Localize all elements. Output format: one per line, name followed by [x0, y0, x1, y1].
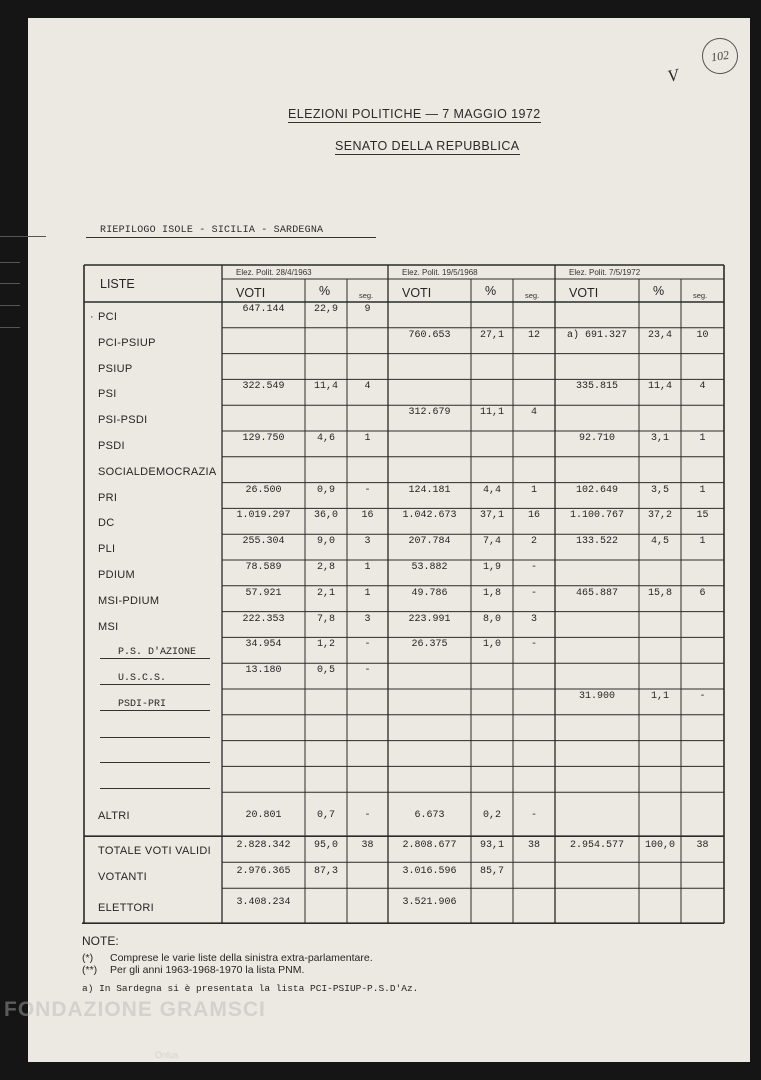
page-subtitle: SENATO DELLA REPUBBLICA — [335, 139, 520, 153]
table-cell: - — [530, 587, 537, 599]
table-cell: 49.786 — [411, 587, 448, 599]
table-cell: 1,8 — [482, 587, 501, 599]
table-cell: 38 — [361, 840, 374, 852]
table-cell: 207.784 — [408, 536, 451, 548]
table-cell: 312.679 — [408, 407, 451, 419]
table-cell: 38 — [696, 840, 709, 852]
table-cell: 2,1 — [316, 587, 335, 599]
table-cell: 2.808.677 — [402, 840, 457, 852]
election-header: Elez. Polit. 28/4/1963 — [236, 268, 312, 277]
table-cell: 10 — [696, 329, 709, 341]
table-cell: 15 — [696, 510, 709, 522]
table-cell: 1 — [699, 432, 706, 444]
table-cell: - — [530, 810, 537, 822]
seats-column-header: seg. — [359, 291, 374, 300]
table-cell: 2.828.342 — [236, 840, 291, 852]
note-mark: (*) — [82, 952, 94, 964]
table-cell: 7,8 — [316, 613, 335, 625]
list-name: P.S. D'AZIONE — [100, 647, 210, 659]
table-cell: 2,8 — [316, 561, 335, 573]
table-cell: 53.882 — [411, 561, 448, 573]
list-name: PSDI-PRI — [100, 699, 210, 711]
table-cell: 100,0 — [644, 840, 675, 852]
table-cell: - — [364, 639, 371, 651]
percent-column-header: % — [319, 284, 331, 298]
handwritten-mark: V — [666, 65, 681, 86]
seats-column-header: seg. — [693, 291, 708, 300]
table-cell: 1.042.673 — [402, 510, 457, 522]
watermark-logo: FONDAZIONE GRAMSCI — [4, 998, 266, 1021]
table-cell: 85,7 — [479, 866, 504, 878]
percent-column-header: % — [653, 284, 665, 298]
blank-line — [100, 788, 210, 789]
list-name: ALTRI — [98, 810, 130, 823]
notes-title: NOTE: — [82, 934, 119, 948]
table-cell: 16 — [361, 510, 374, 522]
table-cell: 87,3 — [313, 866, 338, 878]
table-cell: 11,4 — [313, 381, 338, 393]
list-name: PSIUP — [98, 362, 133, 375]
table-cell: 3.521.906 — [402, 896, 457, 908]
blank-line — [100, 762, 210, 763]
table-cell: 1 — [364, 432, 371, 444]
table-cell: 6 — [699, 587, 706, 599]
table-cell: 1 — [699, 484, 706, 496]
table-cell: 93,1 — [479, 840, 504, 852]
table-cell: 4 — [699, 381, 706, 393]
table-cell: 647.144 — [242, 303, 285, 315]
table-cell: 13.180 — [245, 665, 282, 677]
table-cell: 26.375 — [411, 639, 448, 651]
list-name: TOTALE VOTI VALIDI — [98, 845, 211, 858]
table-cell: 3 — [364, 536, 371, 548]
table-cell: 27,1 — [479, 329, 504, 341]
table-cell: 223.991 — [408, 613, 451, 625]
table-cell: 15,8 — [647, 587, 672, 599]
table-cell: 465.887 — [575, 587, 618, 599]
table-cell: 2.954.577 — [569, 840, 624, 852]
table-cell: 38 — [527, 840, 540, 852]
table-cell: 4,6 — [316, 432, 335, 444]
table-cell: 9 — [364, 303, 371, 315]
list-name: MSI — [98, 620, 119, 633]
table-cell: 6.673 — [414, 810, 445, 822]
votes-column-header: VOTI — [569, 286, 599, 300]
list-name: ELETTORI — [98, 901, 154, 914]
table-cell: 0,9 — [316, 484, 335, 496]
table-cell: 3.408.234 — [236, 896, 291, 908]
table-cell: 9,0 — [316, 536, 335, 548]
note-mark: (**) — [82, 964, 98, 976]
table-cell: 37,1 — [479, 510, 504, 522]
row-bullet: · — [90, 310, 94, 323]
table-cell: - — [364, 810, 371, 822]
table-cell: 1 — [364, 587, 371, 599]
table-cell: 36,0 — [313, 510, 338, 522]
table-cell: 4 — [530, 407, 537, 419]
table-cell: 1,9 — [482, 561, 501, 573]
region-label: RIEPILOGO ISOLE - SICILIA - SARDEGNA — [100, 225, 324, 236]
table-cell: 3,5 — [650, 484, 669, 496]
list-name: MSI-PDIUM — [98, 594, 160, 607]
table-cell: 2 — [530, 536, 537, 548]
table-cell: 1.100.767 — [569, 510, 624, 522]
table-cell: 78.589 — [245, 561, 282, 573]
table-cell: 16 — [527, 510, 540, 522]
page-number-stamp: 102 — [700, 36, 741, 77]
list-name: PSDI — [98, 439, 125, 452]
list-name: PSI-PSDI — [98, 414, 148, 427]
table-cell: 23,4 — [647, 329, 672, 341]
table-cell: 4,4 — [482, 484, 501, 496]
table-cell: - — [530, 561, 537, 573]
table-cell: 2.976.365 — [236, 866, 291, 878]
table-cell: 11,4 — [647, 381, 672, 393]
list-name: PCI-PSIUP — [98, 336, 156, 349]
election-header: Elez. Polit. 7/5/1972 — [569, 268, 641, 277]
table-cell: 129.750 — [242, 432, 285, 444]
list-name: DC — [98, 517, 115, 530]
blank-line — [100, 737, 210, 738]
table-cell: 34.954 — [245, 639, 282, 651]
list-name: PDIUM — [98, 568, 135, 581]
table-cell: 12 — [527, 329, 540, 341]
list-name: PRI — [98, 491, 118, 504]
list-name: VOTANTI — [98, 871, 147, 884]
table-cell: 3 — [530, 613, 537, 625]
table-cell: 1 — [364, 561, 371, 573]
table-cell: 1 — [530, 484, 537, 496]
table-cell: 760.653 — [408, 329, 451, 341]
election-header: Elez. Polit. 19/5/1968 — [402, 268, 478, 277]
seats-column-header: seg. — [525, 291, 540, 300]
table-cell: 3,1 — [650, 432, 669, 444]
list-name: SOCIALDEMOCRAZIA — [98, 465, 217, 478]
list-name: PCI — [98, 310, 118, 323]
page-title: ELEZIONI POLITICHE — 7 MAGGIO 1972 — [288, 107, 541, 121]
table-cell: 4,5 — [650, 536, 669, 548]
note-text: Per gli anni 1963-1968-1970 la lista PNM. — [110, 964, 305, 976]
table-cell: 22,9 — [313, 303, 338, 315]
table-cell: 124.181 — [408, 484, 451, 496]
table-cell: 7,4 — [482, 536, 501, 548]
table-cell: 322.549 — [242, 381, 285, 393]
votes-column-header: VOTI — [236, 286, 266, 300]
table-cell: 1,1 — [650, 690, 669, 702]
table-cell: 4 — [364, 381, 371, 393]
list-name: U.S.C.S. — [100, 673, 210, 685]
table-cell: 95,0 — [313, 840, 338, 852]
votes-column-header: VOTI — [402, 286, 432, 300]
table-cell: 335.815 — [575, 381, 618, 393]
table-cell: 255.304 — [242, 536, 285, 548]
table-cell: 0,7 — [316, 810, 335, 822]
table-cell: 3 — [364, 613, 371, 625]
footnote-a: a) In Sardegna si è presentata la lista PCI-PSIUP-P.S.D'Az. — [82, 983, 419, 994]
table-cell: - — [530, 639, 537, 651]
table-cell: 26.500 — [245, 484, 282, 496]
table-cell: 37,2 — [647, 510, 672, 522]
table-cell: 1.019.297 — [236, 510, 291, 522]
table-cell: 1,2 — [316, 639, 335, 651]
table-cell: 20.801 — [245, 810, 282, 822]
list-column-header: LISTE — [100, 277, 135, 291]
table-cell: a) 691.327 — [566, 329, 627, 341]
table-cell: 222.353 — [242, 613, 285, 625]
table-cell: 3.016.596 — [402, 866, 457, 878]
note-text: Comprese le varie liste della sinistra extra-parlamentare. — [110, 952, 373, 964]
table-cell: 133.522 — [575, 536, 618, 548]
list-name: PSI — [98, 388, 117, 401]
table-cell: 0,2 — [482, 810, 501, 822]
table-cell: - — [699, 690, 706, 702]
table-cell: 1,0 — [482, 639, 501, 651]
list-name: PLI — [98, 543, 116, 556]
table-cell: - — [364, 484, 371, 496]
table-cell: 102.649 — [575, 484, 618, 496]
watermark-subtitle: Onlus — [155, 1050, 179, 1060]
table-cell: 31.900 — [578, 690, 615, 702]
table-cell: 0,5 — [316, 665, 335, 677]
table-cell: 8,0 — [482, 613, 501, 625]
table-cell: - — [364, 665, 371, 677]
table-cell: 57.921 — [245, 587, 282, 599]
table-cell: 92.710 — [578, 432, 615, 444]
percent-column-header: % — [485, 284, 497, 298]
table-cell: 11,1 — [479, 407, 504, 419]
table-cell: 1 — [699, 536, 706, 548]
